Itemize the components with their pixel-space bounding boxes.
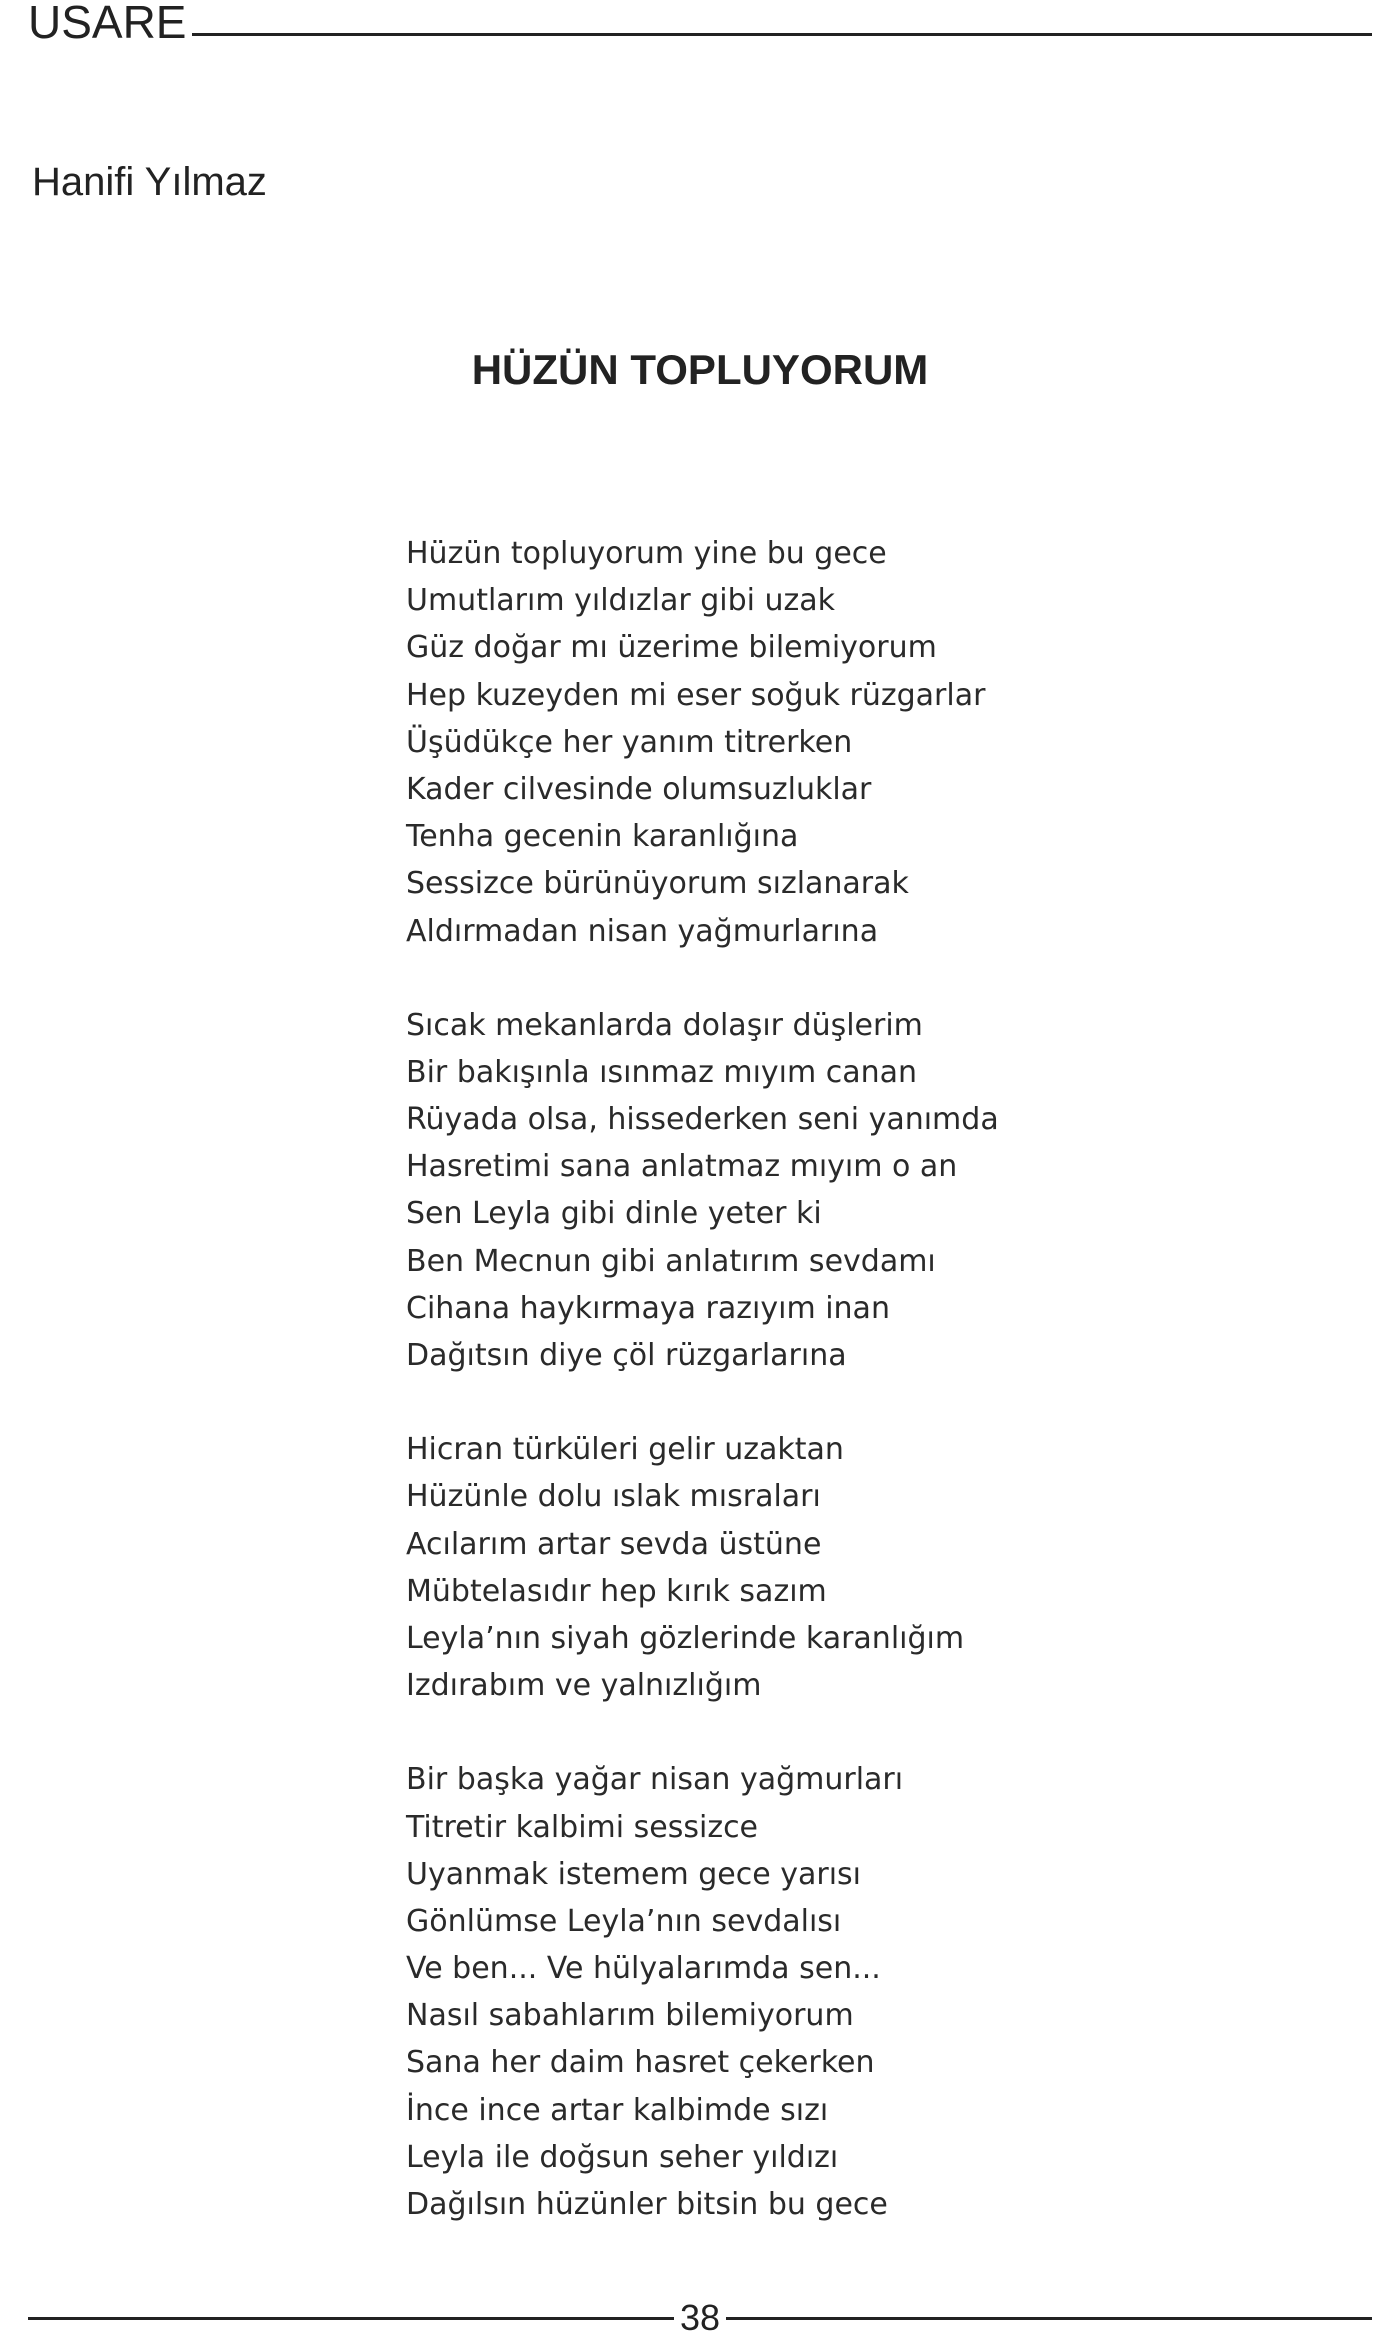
page-header (28, 0, 1372, 48)
poem-line: Bir bakışınla ısınmaz mıyım canan (406, 1054, 918, 1090)
stanza (406, 1002, 1306, 1380)
poem-line: Rüyada olsa, hissederken seni yanımda (406, 1102, 999, 1138)
poem-line: Dağılsın hüzünler bitsin bu gece (406, 2187, 888, 2222)
poem-line: Hüzün topluyorum yine bu gece (406, 536, 887, 571)
poem-line: Hicran türküleri gelir uzaktan (406, 1432, 844, 1468)
poem-line: Acılarım artar sevda üstüne (406, 1526, 822, 1562)
stanza (406, 530, 1306, 955)
stanza (406, 1756, 1306, 2228)
poem-line: Dağıtsın diye çöl rüzgarlarına (406, 1338, 847, 1373)
poem-line: Güz doğar mı üzerime bilemiyorum (406, 630, 937, 666)
poem-line: Hep kuzeyden mi eser soğuk rüzgarlar (406, 677, 986, 713)
poem-line: Mübtelasıdır hep kırık sazım (406, 1573, 827, 1609)
poem-line: Kader cilvesinde olumsuzluklar (406, 771, 872, 807)
poem-line: Titretir kalbimi sessizce (406, 1809, 759, 1845)
poem-line: Sen Leyla gibi dinle yeter ki (406, 1196, 822, 1232)
header-rule (192, 33, 1372, 36)
poem-line: Ve ben... Ve hülyalarımda sen... (406, 1951, 881, 1987)
poem-line: Ben Mecnun gibi anlatırım sevdamı (406, 1243, 936, 1279)
poem-line: Izdırabım ve yalnızlığım (406, 1668, 762, 1704)
poem-title (0, 346, 1400, 394)
poem-line: Uyanmak istemem gece yarısı (406, 1856, 862, 1892)
footer-rule-left (28, 2317, 674, 2320)
poem-line: Cihana haykırmaya razıyım inan (406, 1290, 890, 1326)
poem-line: Sessizce bürünüyorum sızlanarak (406, 866, 909, 902)
poem-line: Hüzünle dolu ıslak mısraları (406, 1479, 821, 1515)
poem-line: Sıcak mekanlarda dolaşır düşlerim (406, 1007, 923, 1043)
poem-line: Üşüdükçe her yanım titrerken (406, 724, 853, 760)
poem-title-text: HÜZÜN TOPLUYORUM (471, 346, 929, 393)
poem-line: Leyla’nın siyah gözlerinde karanlığım (406, 1620, 965, 1656)
poem-line: Gönlümse Leyla’nın sevdalısı (406, 1903, 842, 1939)
poem-line: Nasıl sabahlarım bilemiyorum (406, 1998, 854, 2034)
poem-line: Leyla ile doğsun seher yıldızı (406, 2139, 839, 2175)
author-name: Hanifi Yılmaz (32, 160, 267, 204)
stanza (406, 1426, 1306, 1709)
page-footer (28, 2298, 1372, 2338)
header-title: USARE (28, 0, 187, 48)
poem-line: İnce ince artar kalbimde sızı (406, 2092, 829, 2128)
footer-rule-right (726, 2317, 1372, 2320)
poem-body (406, 530, 1306, 2275)
page-number: 38 (679, 2297, 721, 2338)
poem-line: Tenha gecenin karanlığına (406, 819, 799, 855)
poem-line: Aldırmadan nisan yağmurlarına (406, 913, 879, 949)
poem-line: Hasretimi sana anlatmaz mıyım o an (406, 1149, 958, 1185)
poem-line: Umutlarım yıldızlar gibi uzak (406, 583, 836, 619)
poem-line: Sana her daim hasret çekerken (406, 2045, 875, 2081)
poem-line: Bir başka yağar nisan yağmurları (406, 1762, 904, 1798)
